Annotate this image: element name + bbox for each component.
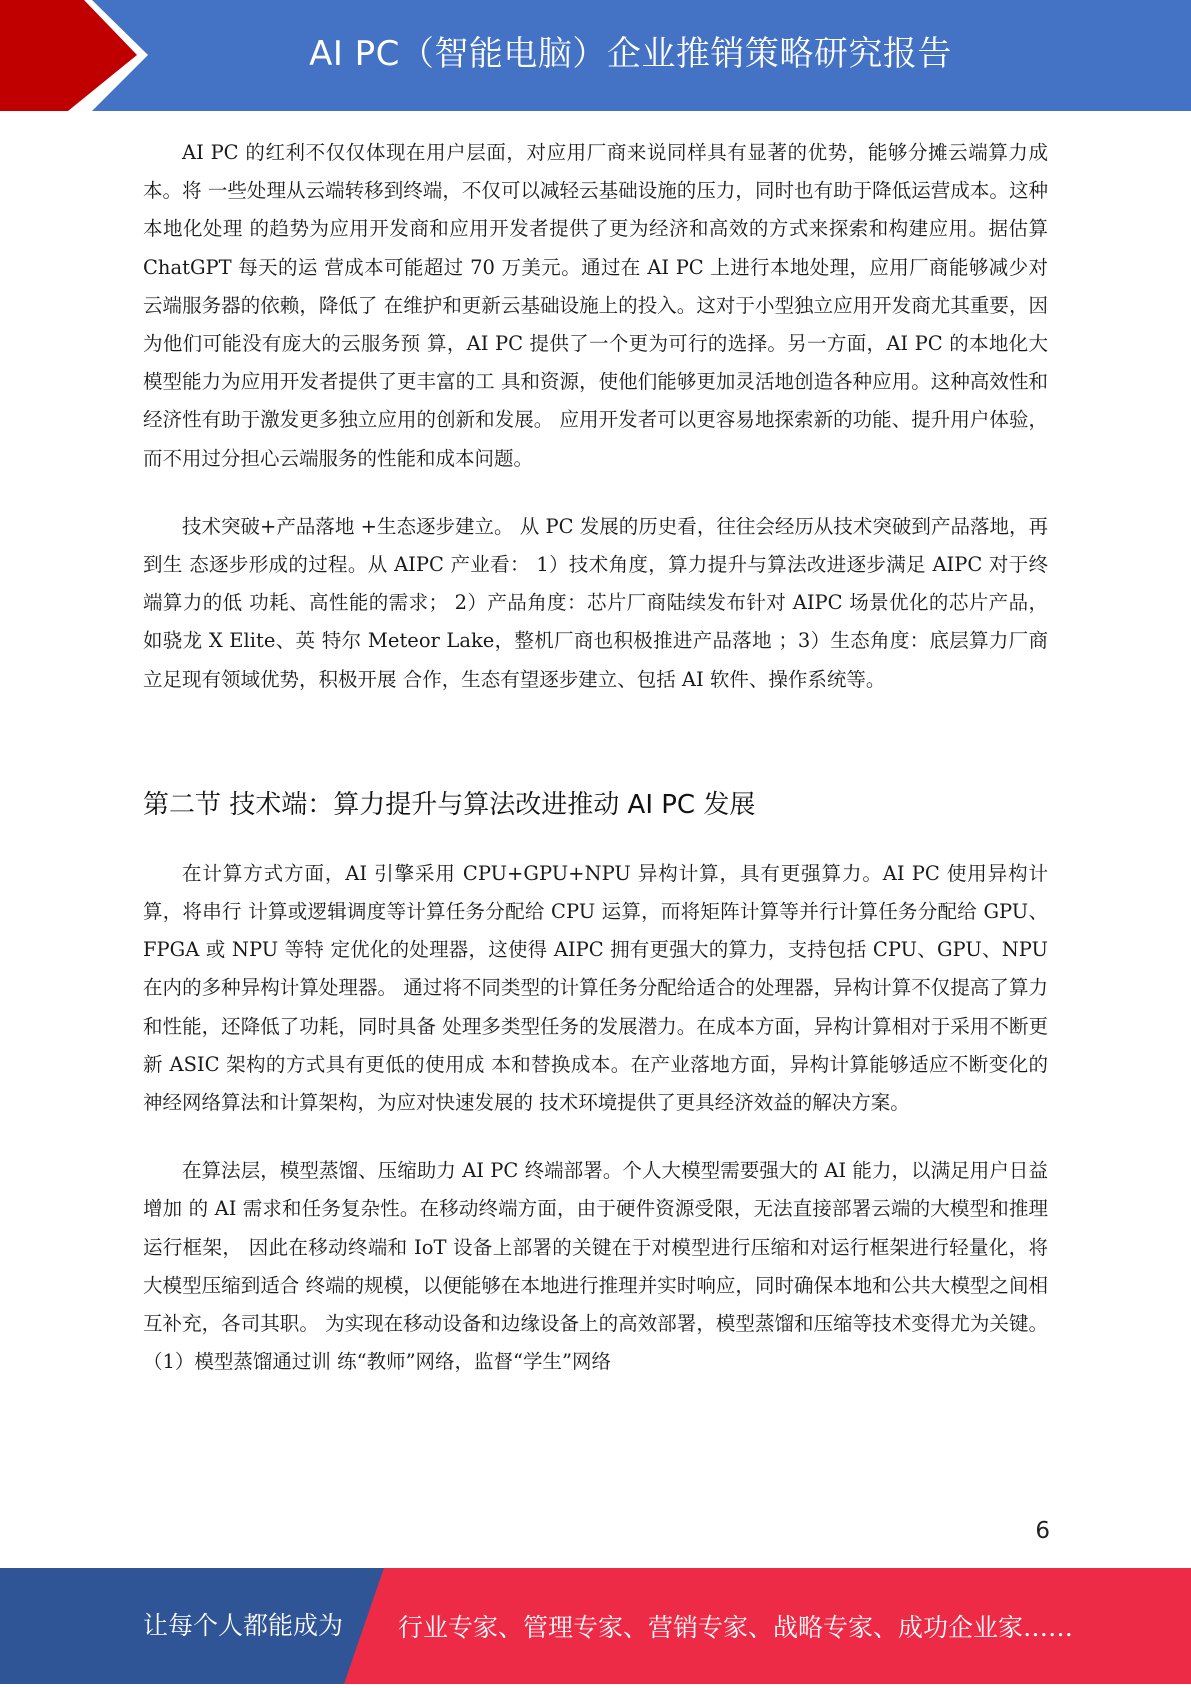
paragraph-model-distillation: 在算法层，模型蒸馏、压缩助力 AI PC 终端部署。个人大模型需要强大的 AI 能力，以满足用户日益增加 的 AI 需求和任务复杂性。在移动终端方面，由于硬件资源受限，无法直接部署云端的大模型和推理运行框架， 因此在移动终端和 IoT 设备上部署的关键在于对模型进行压缩和对运行框架进行轻量化，将大模型压缩到适合 终端的规模，以便能够在本地进行推理并实时响应，同时确保本地和公共大模型之间相互补充，各司其职。 为实现在移动设备和边缘设备上的高效部署，模型蒸馏和压缩等技术变得尤为关键。（1）模型蒸馏通过训 练“教师”网络，监督“学生”网络	[143, 1159, 1048, 1374]
paragraph-heterogeneous-computing: 在计算方式方面，AI 引擎采用 CPU+GPU+NPU 异构计算，具有更强算力。AI PC 使用异构计算，将串行 计算或逻辑调度等计算任务分配给 CPU 运算，而将矩阵计算等并行计算任务分配给 GPU、FPGA 或 NPU 等特 定优化的处理器，这使得 AIPC 拥有更强大的算力，支持包括 CPU、GPU、NPU 在内的多种异构计算处理器。 通过将不同类型的计算任务分配给适合的处理器，异构计算不仅提高了算力和性能，还降低了功耗，同时具备 处理多类型任务的发展潜力。在成本方面，异构计算相对于采用不断更新 ASIC 架构的方式具有更低的使用成 本和替换成本。在产业落地方面，异构计算能够适应不断变化的神经网络算法和计算架构，为应对快速发展的 技术环境提供了更具经济效益的解决方案。	[143, 861, 1048, 1115]
document-body	[143, 134, 1048, 1381]
page-number: 6	[1035, 1518, 1050, 1544]
page-header	[0, 0, 1191, 111]
paragraph-ai-pc-benefits: AI PC 的红利不仅仅体现在用户层面，对应用厂商来说同样具有显著的优势，能够分摊云端算力成本。将 一些处理从云端转移到终端，不仅可以减轻云基础设施的压力，同时也有助于降低运营成本。这种本地化处理 的趋势为应用开发商和应用开发者提供了更为经济和高效的方式来探索和构建应用。据估算 ChatGPT 每天的运 营成本可能超过 70 万美元。通过在 AI PC 上进行本地处理，应用厂商能够减少对云端服务器的依赖，降低了 在维护和更新云基础设施上的投入。这对于小型独立应用开发商尤其重要，因为他们可能没有庞大的云服务预 算，AI PC 提供了一个更为可行的选择。另一方面，AI PC 的本地化大模型能力为应用开发者提供了更丰富的工 具和资源，使他们能够更加灵活地创造各种应用。这种高效性和经济性有助于激发更多独立应用的创新和发展。 应用开发者可以更容易地探索新的功能、提升用户体验，而不用过分担心云端服务的性能和成本问题。	[143, 141, 1048, 470]
footer-slogan-left: 让每个人都能成为	[143, 1611, 344, 1640]
paragraph-tech-product-ecosystem: 技术突破+产品落地 +生态逐步建立。 从 PC 发展的历史看，往往会经历从技术突破到产品落地，再到生 态逐步形成的过程。从 AIPC 产业看： 1）技术角度，算力提升与算法改进逐步满足 AIPC 对于终端算力的低 功耗、高性能的需求； 2）产品角度：芯片厂商陆续发布针对 AIPC 场景优化的芯片产品，如骁龙 X Elite、英 特尔 Meteor Lake，整机厂商也积极推进产品落地 ；3）生态角度：底层算力厂商立足现有领域优势，积极开展 合作，生态有望逐步建立、包括 AI 软件、操作系统等。	[143, 514, 1048, 691]
footer-slogan-right: 行业专家、管理专家、营销专家、战略专家、成功企业家……	[398, 1613, 1074, 1642]
section-title: 第二节 技术端：算力提升与算法改进推动 AI PC 发展	[143, 789, 756, 820]
header-title: AI PC（智能电脑）企业推销策略研究报告	[309, 34, 952, 74]
page-footer	[0, 1568, 1191, 1684]
